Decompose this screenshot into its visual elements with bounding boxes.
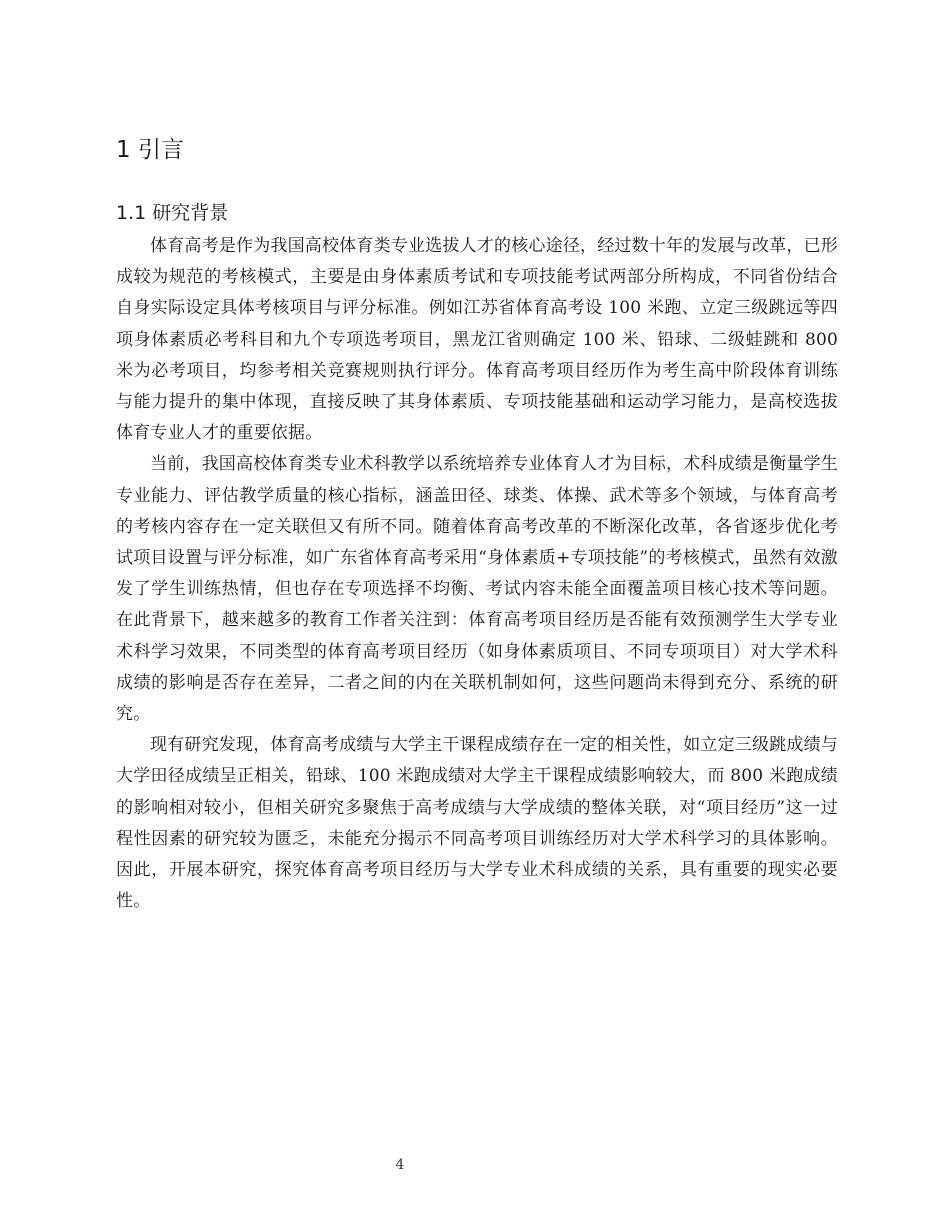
paragraph-3: 现有研究发现，体育高考成绩与大学主干课程成绩存在一定的相关性，如立定三级跳成绩与大学田径成绩呈正相关，铅球、100 米跑成绩对大学主干课程成绩影响较大，而 800 米跑成绩的影响相对较小，但相关研究多聚焦于高考成绩与大学成绩的整体关联，对“项目经历”这一过程性因素的研究较为匮乏，未能充分揭示不同高考项目训练经历对大学术科学习的具体影响。因此，开展本研究，探究体育高考项目经历与大学专业术科成绩的关系，具有重要的现实必要性。 [116,735,838,912]
paragraph-2: 当前，我国高校体育类专业术科教学以系统培养专业体育人才为目标，术科成绩是衡量学生专业能力、评估教学质量的核心指标，涵盖田径、球类、体操、武术等多个领域，与体育高考的考核内容存在一定关联但又有所不同。随着体育高考改革的不断深化改革，各省逐步优化考试项目设置与评分标准，如广东省体育高考采用“身体素质+专项技能”的考核模式，虽然有效激发了学生训练热情，但也存在专项选择不均衡、考试内容未能全面覆盖项目核心技术等问题。在此背景下，越来越多的教育工作者关注到：体育高考项目经历是否能有效预测学生大学专业术科学习效果，不同类型的体育高考项目经历（如身体素质项目、不同专项项目）对大学术科成绩的影响是否存在差异，二者之间的内在关联机制如何，这些问题尚未得到充分、系统的研究。 [116,454,838,725]
paragraph-1: 体育高考是作为我国高校体育类专业选拔人才的核心途径，经过数十年的发展与改革，已形成较为规范的考核模式，主要是由身体素质考试和专项技能考试两部分所构成，不同省份结合自身实际设定具体考核项目与评分标准。例如江苏省体育高考设 100 米跑、立定三级跳远等四项身体素质必考科目和九个专项选考项目，黑龙江省则确定 100 米、铅球、二级蛙跳和 800 米为必考项目，均参考相关竞赛规则执行评分。体育高考项目经历作为考生高中阶段体育训练与能力提升的集中体现，直接反映了其身体素质、专项技能基础和运动学习能力，是高校选拔体育专业人才的重要依据。 [116,236,838,444]
chapter-title: 1 引言 [116,137,184,163]
page-number: 4 [395,1157,405,1173]
section-title: 1.1 研究背景 [116,202,229,224]
body-text [116,231,838,917]
